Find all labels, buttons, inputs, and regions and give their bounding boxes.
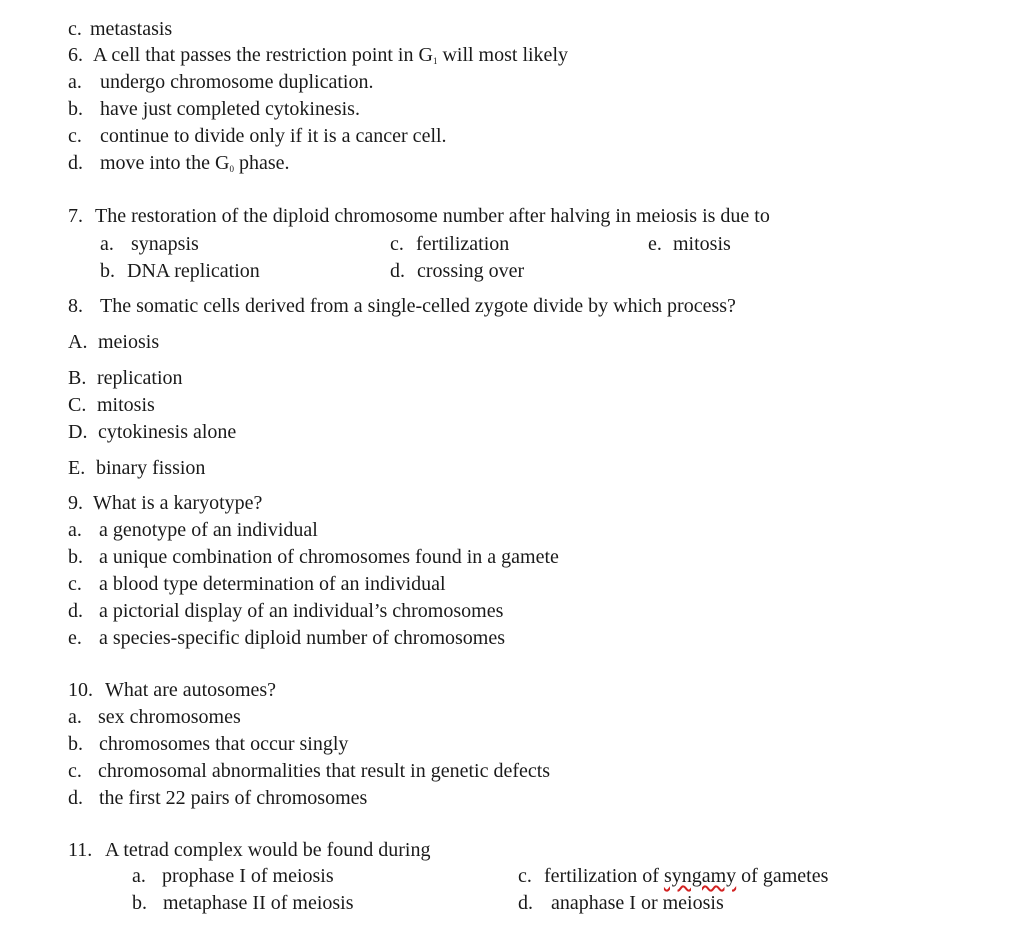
option-letter: c. [390,233,404,255]
option-letter: D. [68,421,88,443]
option-letter: a. [68,519,82,541]
option-text-part: fertilization of [544,865,664,887]
option-letter: a. [100,233,114,255]
question-stem-part: will most likely [437,44,568,66]
option-letter: d. [390,260,405,282]
q9-option-e [68,626,505,650]
option-text-part: move into the G [100,152,230,174]
q9-stem [68,491,262,515]
option-text: replication [97,367,183,389]
option-text: DNA replication [127,260,260,282]
q7-stem [68,204,770,228]
question-stem: What is a karyotype? [93,492,263,514]
option-text: the first 22 pairs of chromosomes [99,787,368,809]
option-letter: b. [68,98,83,120]
q6-option-a [68,70,373,94]
option-letter: B. [68,367,87,389]
q7-option-e [648,232,731,256]
q10-option-d [68,786,367,810]
option-letter: e. [68,627,82,649]
q8-option-d [68,420,236,444]
option-text: chromosomes that occur singly [99,733,349,755]
question-stem: The restoration of the diploid chromosome number after halving in meiosis is due to [95,205,770,227]
q11-option-c [518,864,828,888]
option-letter: b. [132,892,147,914]
q10-option-b [68,732,348,756]
option-letter: A. [68,331,88,353]
option-letter: b. [68,733,83,755]
q11-option-b [132,891,354,915]
option-letter: a. [132,865,146,887]
subscript: 0 [229,164,234,174]
q6-stem [68,43,568,73]
question-number: 6. [68,44,83,66]
option-letter: b. [100,260,115,282]
option-letter: c. [518,865,532,887]
q8-option-c [68,393,155,417]
option-text: sex chromosomes [98,706,241,728]
question-number: 11. [68,839,93,861]
q8-option-e [68,456,205,480]
q6-option-c [68,124,447,148]
option-letter: d. [68,152,83,174]
option-text: prophase I of meiosis [162,865,334,887]
option-text: continue to divide only if it is a cancer cell. [100,125,447,147]
option-text: anaphase I or meiosis [551,892,724,914]
q9-option-b [68,545,559,569]
option-text: mitosis [97,394,155,416]
q8-option-a [68,330,159,354]
q8-stem [68,294,736,318]
q9-option-d [68,599,503,623]
option-letter: E. [68,457,86,479]
option-letter: C. [68,394,87,416]
question-number: 9. [68,492,83,514]
question-stem: The somatic cells derived from a single-celled zygote divide by which process? [100,295,736,317]
q6-option-b [68,97,360,121]
q11-stem [68,838,431,862]
option-text: binary fission [96,457,206,479]
q8-option-b [68,366,183,390]
q10-option-c [68,759,550,783]
question-stem: What are autosomes? [105,679,277,701]
option-letter: a. [68,706,82,728]
option-text: metaphase II of meiosis [163,892,354,914]
question-stem-part: A cell that passes the restriction point in G [93,44,433,66]
option-letter: e. [648,233,662,255]
option-text: mitosis [673,233,731,255]
option-text: a pictorial display of an individual’s chromosomes [99,600,504,622]
option-text: chromosomal abnormalities that result in genetic defects [98,760,551,782]
q7-option-a [100,232,199,256]
q5-option-c [68,17,172,41]
q7-option-c [390,232,509,256]
q7-option-d [390,259,524,283]
q10-option-a [68,705,241,729]
spellcheck-flagged-word[interactable]: syngamy [663,865,737,887]
option-text: metastasis [90,18,173,40]
question-number: 10. [68,679,93,701]
q6-option-d [68,151,289,181]
option-letter: c. [68,760,82,782]
question-stem: A tetrad complex would be found during [105,839,431,861]
option-text: a blood type determination of an individual [99,573,446,595]
option-text-part: phase. [233,152,290,174]
option-letter: d. [68,787,83,809]
q7-option-b [100,259,260,283]
option-letter: a. [68,71,82,93]
option-text: cytokinesis alone [98,421,237,443]
option-text: undergo chromosome duplication. [100,71,374,93]
option-letter: c. [68,573,82,595]
option-text: a species-specific diploid number of chromosomes [99,627,505,649]
option-letter: d. [68,600,83,622]
option-text: a unique combination of chromosomes found in a gamete [99,546,559,568]
option-letter: c. [68,18,82,40]
question-number: 7. [68,205,83,227]
option-text: a genotype of an individual [99,519,318,541]
option-text: crossing over [417,260,525,282]
option-text: have just completed cytokinesis. [100,98,360,120]
q9-option-c [68,572,446,596]
q11-option-a [132,864,334,888]
subscript: 1 [432,56,438,66]
q9-option-a [68,518,318,542]
option-letter: d. [518,892,533,914]
option-letter: b. [68,546,83,568]
option-letter: c. [68,125,82,147]
q11-option-d [518,891,724,915]
question-number: 8. [68,295,83,317]
q10-stem [68,678,276,702]
option-text: meiosis [98,331,160,353]
option-text-part: of gametes [736,865,829,887]
option-text: synapsis [131,233,199,255]
option-text: fertilization [416,233,510,255]
